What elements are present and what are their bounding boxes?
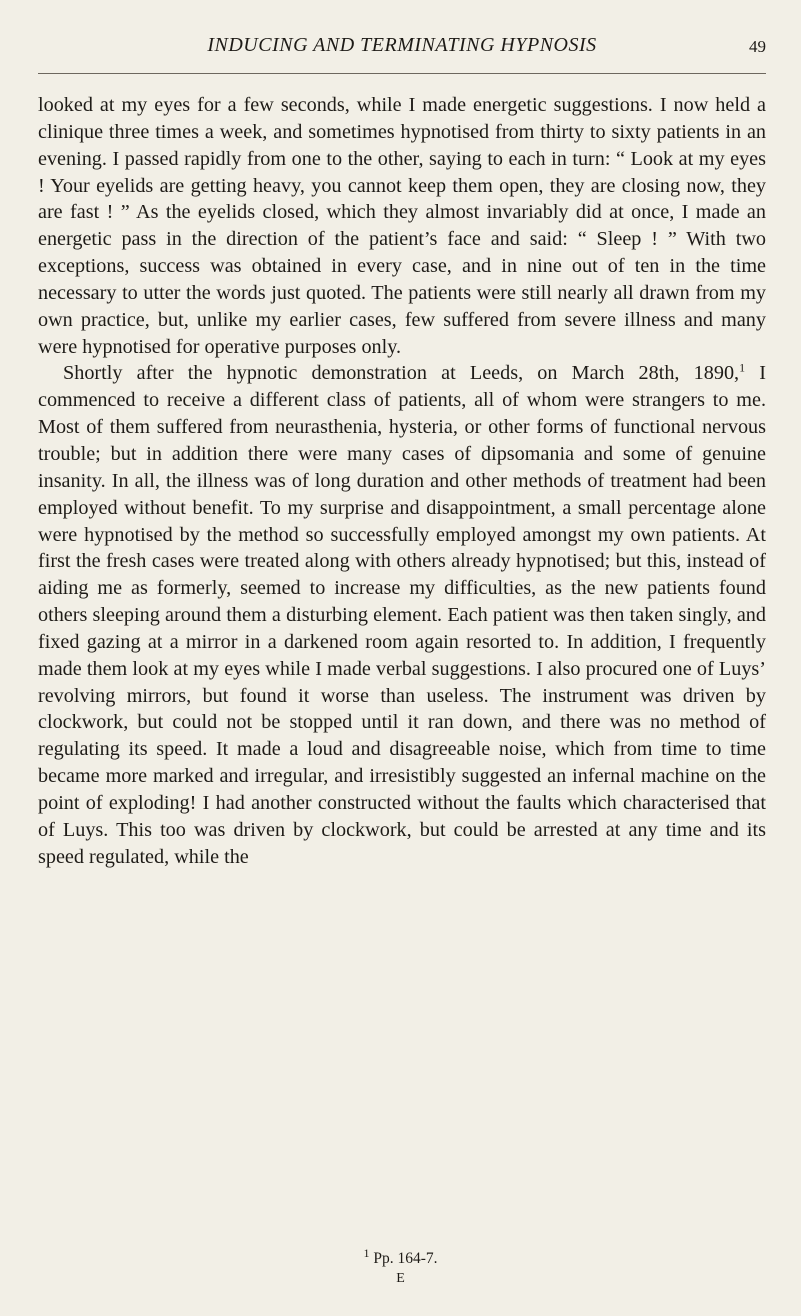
running-title: INDUCING AND TERMINATING HYPNOSIS <box>207 34 597 56</box>
header-rule <box>38 73 766 74</box>
signature-mark: E <box>396 1271 405 1286</box>
paragraph-1: looked at my eyes for a few seconds, while I made energetic suggestions. I now held a clinique three times a week, and sometimes hypnotised from thirty to sixty patients in an evening. I passed rapidly from one to the other, saying to each in turn: “ Look at my eyes ! Your eyelids are getting heavy, you cannot keep them open, they are closing now, they are fast ! ” As the eyelids closed, which they almost invariably did at once, I made an energetic pass in the direction of the patient’s face and said: “ Sleep ! ” With two exceptions, success was obtained in every case, and in nine out of ten in the time necessary to utter the words just quoted. The patients were still nearly all drawn from my own practice, but, unlike my earlier cases, few suffered from severe illness and many were hypnotised for operative purposes only. <box>38 94 766 358</box>
paragraph-2-rest: I commenced to receive a different class of patients, all of whom were strangers to me. Most of them suffered from neurasthenia, hysteria, or other forms of functional nervous trouble; but in addition there were many cases of dipsomania and some of genuine insanity. In all, the illness was of long duration and other methods of treatment had been employed without benefit. To my surprise and disappointment, a small percentage alone were hypnotised by the method so successfully employed amongst my own patients. At first the fresh cases were treated along with others already hypnotised; but this, instead of aiding me as formerly, seemed to increase my difficulties, as the new patients found others sleeping around them a disturbing element. Each patient was then taken singly, and fixed gazing at a mirror in a darkened room again resorted to. In addition, I frequently made them look at my eyes while I made verbal suggestions. I also procured one of Luys’ revolving mirrors, but found it worse than useless. The instrument was driven by clockwork, but could not be stopped until it ran down, and there was no method of regulating its speed. It made a loud and disagreeable noise, which from time to time became more marked and irregular, and irresistibly suggested an infernal machine on the point of exploding! I had another constructed without the faults which characterised that of Luys. This too was driven by clockwork, but could be arrested at any time and its speed regulated, while the <box>38 362 766 868</box>
footnote-text: Pp. 164-7. <box>369 1250 438 1267</box>
footnote-reference: 1 <box>739 360 746 375</box>
paragraph-2-start: Shortly after the hypnotic demonstration at Leeds, on March 28th, 1890, <box>63 362 740 385</box>
page-header <box>38 34 766 64</box>
body-text <box>38 92 766 870</box>
page-number: 49 <box>749 37 766 56</box>
paragraph-2 <box>38 360 766 870</box>
footnote-marker: 1 <box>363 1245 370 1260</box>
footnote <box>0 1245 801 1268</box>
